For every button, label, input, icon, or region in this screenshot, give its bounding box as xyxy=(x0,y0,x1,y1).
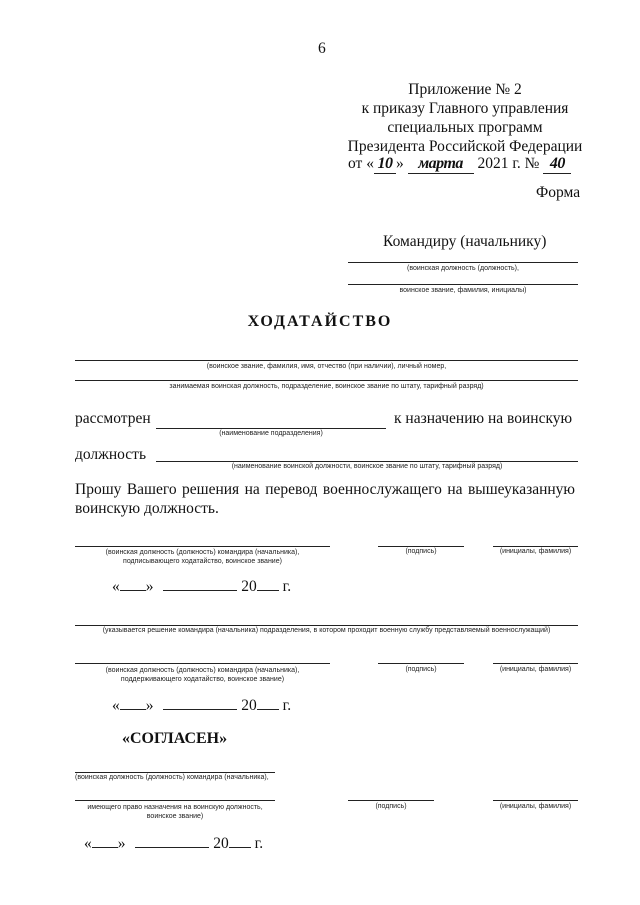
date-open-quote: « xyxy=(112,578,120,595)
position-label: должность xyxy=(75,446,147,463)
date-prefix: от « xyxy=(348,155,374,172)
approver-initials-line xyxy=(493,800,578,801)
date-close-quote: » xyxy=(145,697,154,714)
date-month-blank xyxy=(163,578,237,591)
position-caption: (наименование воинской должности, воинское звание по штату, тарифный разряд) xyxy=(231,463,503,470)
date-year: 2021 г. № xyxy=(477,155,540,172)
decision-line xyxy=(75,625,578,626)
appendix-line4: Президента Российской Федерации xyxy=(347,138,583,155)
supporter-signature-caption: (подпись) xyxy=(405,666,437,673)
appendix-line3: специальных программ xyxy=(387,119,543,136)
appointment-text: к назначению на воинскую xyxy=(394,410,573,427)
supporter-caption-b: поддерживающего ходатайство, воинское звание) xyxy=(120,676,285,683)
petitioner-date xyxy=(112,578,291,596)
date-mid: » xyxy=(395,155,404,172)
person-line-1 xyxy=(75,360,578,361)
appendix-line2: к приказу Главного управления xyxy=(361,100,569,117)
page-number: 6 xyxy=(318,40,326,57)
agreed-heading: «СОГЛАСЕН» xyxy=(122,730,228,747)
supporter-initials-line xyxy=(493,663,578,664)
approver-position-line-1 xyxy=(75,772,275,773)
considered-label: рассмотрен xyxy=(75,410,151,427)
date-open-quote: « xyxy=(84,835,92,852)
supporter-initials-caption: (инициалы, фамилия) xyxy=(499,666,572,673)
date-g: г. xyxy=(282,697,292,714)
date-year-prefix: 20 xyxy=(241,578,257,595)
order-date-line xyxy=(348,155,571,174)
petitioner-caption-a: (воинская должность (должность) командира (начальника), xyxy=(105,549,300,556)
person-line-2 xyxy=(75,380,578,381)
approver-signature-line xyxy=(348,800,434,801)
date-month-blank xyxy=(163,697,237,710)
date-year-blank xyxy=(257,697,279,710)
date-day-blank xyxy=(120,578,146,591)
approver-caption-a: (воинская должность (должность) командира (начальника), xyxy=(75,774,269,781)
supporter-date xyxy=(112,697,291,715)
order-number: 40 xyxy=(543,155,571,174)
approver-signature-caption: (подпись) xyxy=(375,803,407,810)
addressee-line-1 xyxy=(348,262,578,263)
approver-position-line-2 xyxy=(75,800,275,801)
petitioner-position-line xyxy=(75,546,330,547)
date-day: 10 xyxy=(374,155,396,174)
date-day-blank xyxy=(92,835,118,848)
supporter-caption-a: (воинская должность (должность) командира (начальника), xyxy=(105,667,300,674)
date-year-blank xyxy=(229,835,251,848)
date-month-blank xyxy=(135,835,209,848)
petitioner-initials-line xyxy=(493,546,578,547)
approver-initials-caption: (инициалы, фамилия) xyxy=(499,803,572,810)
unit-line xyxy=(156,428,386,429)
date-close-quote: » xyxy=(145,578,154,595)
petitioner-signature-line xyxy=(378,546,464,547)
date-year-prefix: 20 xyxy=(213,835,229,852)
decision-caption: (указывается решение командира (начальника) подразделения, в котором проходит военную службу представляемый военнослужащий) xyxy=(102,627,551,634)
date-open-quote: « xyxy=(112,697,120,714)
addressee-title: Командиру (начальнику) xyxy=(383,233,547,250)
petitioner-initials-caption: (инициалы, фамилия) xyxy=(499,548,572,555)
petitioner-signature-caption: (подпись) xyxy=(405,548,437,555)
date-year-prefix: 20 xyxy=(241,697,257,714)
date-day-blank xyxy=(120,697,146,710)
supporter-caption xyxy=(75,666,330,684)
supporter-position-line xyxy=(75,663,330,664)
appendix-line1: Приложение № 2 xyxy=(408,81,522,98)
unit-caption: (наименование подразделения) xyxy=(219,430,323,437)
person-caption-1: (воинское звание, фамилия, имя, отчество (при наличии), личный номер, xyxy=(206,363,447,370)
date-g: г. xyxy=(254,835,264,852)
addressee-caption-2: воинское звание, фамилия, инициалы) xyxy=(399,287,527,294)
date-close-quote: » xyxy=(117,835,126,852)
date-year-blank xyxy=(257,578,279,591)
addressee-line-2 xyxy=(348,284,578,285)
approver-date xyxy=(84,835,263,853)
supporter-signature-line xyxy=(378,663,464,664)
approver-caption-b: имеющего право назначения на воинскую должность, xyxy=(87,804,263,811)
form-label: Форма xyxy=(536,184,581,201)
addressee-caption-1: (воинская должность (должность), xyxy=(407,265,519,272)
document-heading: ХОДАТАЙСТВО xyxy=(247,313,393,330)
appendix-block xyxy=(340,80,590,156)
approver-caption xyxy=(75,803,275,821)
approver-caption-c: воинское звание) xyxy=(146,813,204,820)
date-month: марта xyxy=(408,155,474,174)
position-line xyxy=(156,461,578,462)
person-caption-2: занимаемая воинская должность, подразделение, воинское звание по штату, тарифный разряд) xyxy=(169,383,484,390)
date-g: г. xyxy=(282,578,292,595)
request-text: Прошу Вашего решения на перевод военнослужащего на вышеуказанную воинскую должность. xyxy=(75,481,575,517)
petitioner-caption-b: подписывающего ходатайство, воинское звание) xyxy=(123,558,282,565)
petitioner-caption xyxy=(75,548,330,566)
